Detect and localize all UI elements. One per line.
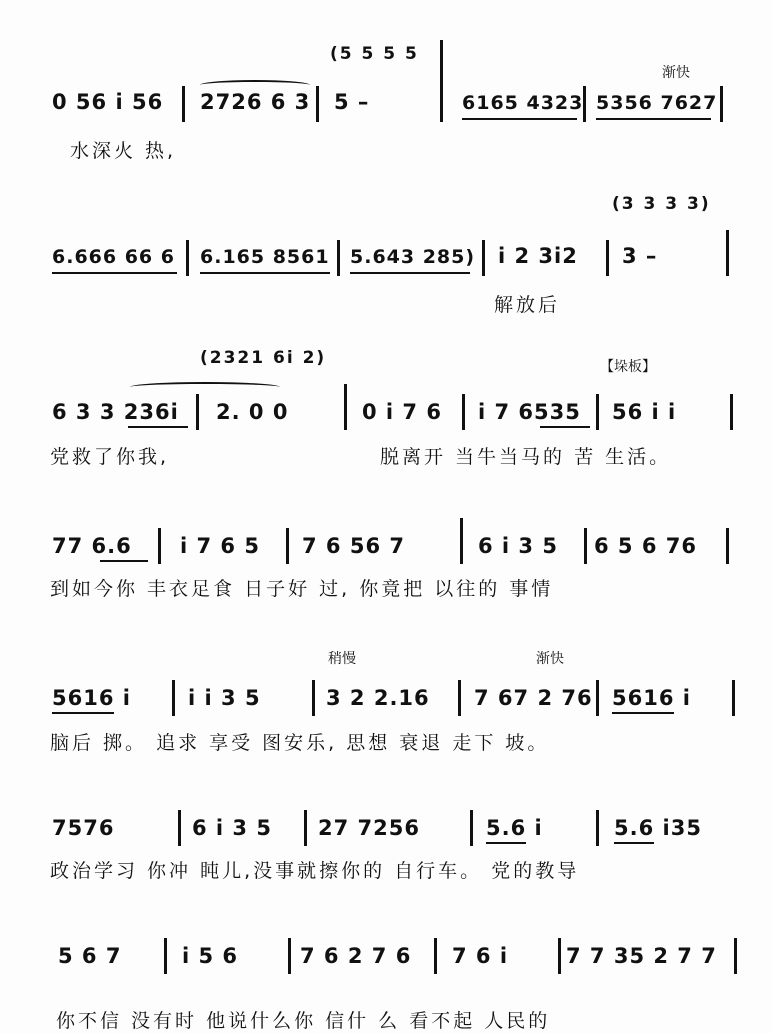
barline — [470, 810, 473, 846]
measure: 6 i 3 5 — [478, 534, 558, 558]
underline — [614, 842, 654, 844]
measure: 5.6 i35 — [614, 816, 702, 840]
barline — [596, 810, 599, 846]
underline — [486, 842, 526, 844]
underline — [52, 712, 114, 714]
measure: 6.666 66 6 — [52, 246, 175, 268]
measure: 7 67 2 76 — [474, 686, 593, 710]
measure: 5.6 i — [486, 816, 543, 840]
barline — [337, 240, 340, 276]
measure: i 2 3i2 — [498, 244, 578, 268]
measure: 0 i 7 6 — [362, 400, 442, 424]
lyric-line: 脱离开 当牛当马的 苦 生活。 — [380, 446, 672, 468]
measure: 5.643 285) — [350, 246, 476, 268]
measure: 77 6.6 — [52, 534, 132, 558]
measure: 7 6 56 7 — [302, 534, 405, 558]
lyric-line: 脑后 掷。 追求 享受 图安乐, 思想 衰退 走下 坡。 — [50, 732, 550, 754]
barline — [730, 394, 733, 430]
section-mark: 【垛板】 — [600, 359, 656, 375]
underline — [462, 118, 577, 120]
barline — [482, 240, 485, 276]
parenthetical-notes: (3 3 3 3) — [612, 194, 711, 214]
underline — [200, 272, 330, 274]
measure: 6 5 6 76 — [594, 534, 697, 558]
barline — [196, 394, 199, 430]
parenthetical-notes: (2321 6i 2) — [200, 348, 327, 368]
underline — [350, 272, 470, 274]
parenthetical-notes: (5 5 5 5 — [330, 44, 419, 64]
barline — [458, 680, 461, 716]
measure: 5616 i — [52, 686, 131, 710]
barline — [434, 938, 437, 974]
underline — [100, 560, 148, 562]
measure: 7576 — [52, 816, 115, 840]
barline — [182, 86, 185, 122]
measure: 7 6 2 7 6 — [300, 944, 412, 968]
underline — [540, 426, 590, 428]
measure: 27 7256 — [318, 816, 420, 840]
tempo-mark: 渐快 — [662, 65, 690, 81]
barline — [440, 40, 443, 122]
barline — [344, 384, 347, 430]
measure: 3 2 2.16 — [326, 686, 430, 710]
underline — [596, 118, 711, 120]
measure: i 7 6 5 — [180, 534, 260, 558]
measure: 7 6 i — [452, 944, 509, 968]
barline — [164, 938, 167, 974]
measure: i 5 6 — [182, 944, 239, 968]
barline — [286, 528, 289, 564]
lyric-line: 党救了你我, — [50, 446, 170, 468]
barline — [726, 230, 729, 276]
measure: 5 – — [334, 90, 370, 114]
barline — [726, 528, 729, 564]
lyric-line: 政治学习 你冲 盹儿,没事就擦你的 自行车。 党的教导 — [50, 860, 580, 882]
barline — [178, 810, 181, 846]
barline — [460, 518, 463, 564]
slur — [130, 382, 280, 392]
lyric-line: 你不信 没有时 他说什么你 信什 么 看不起 人民的 — [56, 1010, 551, 1032]
barline — [462, 394, 465, 430]
barline — [596, 680, 599, 716]
measure: 0 56 i 56 — [52, 90, 164, 114]
measure: 5356 7627 — [596, 92, 718, 114]
measure: 6165 4323 — [462, 92, 584, 114]
tempo-mark: 稍慢 — [328, 651, 356, 667]
barline — [606, 240, 609, 276]
lyric-line: 到如今你 丰衣足食 日子好 过, 你竟把 以往的 事情 — [50, 578, 554, 600]
measure: 2. 0 0 — [216, 400, 289, 424]
barline — [720, 86, 723, 122]
measure: 6.165 8561 — [200, 246, 330, 268]
measure: i i 3 5 — [188, 686, 261, 710]
measure: i 7 6535 — [478, 400, 581, 424]
lyric-line: 解放后 — [494, 294, 561, 316]
barline — [584, 528, 587, 564]
measure: 2726 6 3 — [200, 90, 311, 114]
underline — [612, 712, 674, 714]
measure: 6 i 3 5 — [192, 816, 272, 840]
barline — [158, 528, 161, 564]
measure: 5616 i — [612, 686, 691, 710]
measure: 7 7 35 2 7 7 — [566, 944, 717, 968]
barline — [304, 810, 307, 846]
underline — [52, 272, 177, 274]
barline — [316, 86, 319, 122]
barline — [172, 680, 175, 716]
measure: 6 3 3 236i — [52, 400, 179, 424]
tempo-mark: 渐快 — [536, 651, 564, 667]
measure: 56 i i — [612, 400, 677, 424]
barline — [312, 680, 315, 716]
measure: 3 – — [622, 244, 658, 268]
lyric-line: 水深火 热, — [70, 140, 177, 162]
barline — [734, 938, 737, 974]
barline — [583, 86, 586, 122]
slur — [200, 80, 310, 90]
barline — [732, 680, 735, 716]
barline — [288, 938, 291, 974]
underline — [128, 426, 188, 428]
measure: 5 6 7 — [58, 944, 122, 968]
barline — [186, 240, 189, 276]
barline — [596, 394, 599, 430]
barline — [558, 938, 561, 974]
